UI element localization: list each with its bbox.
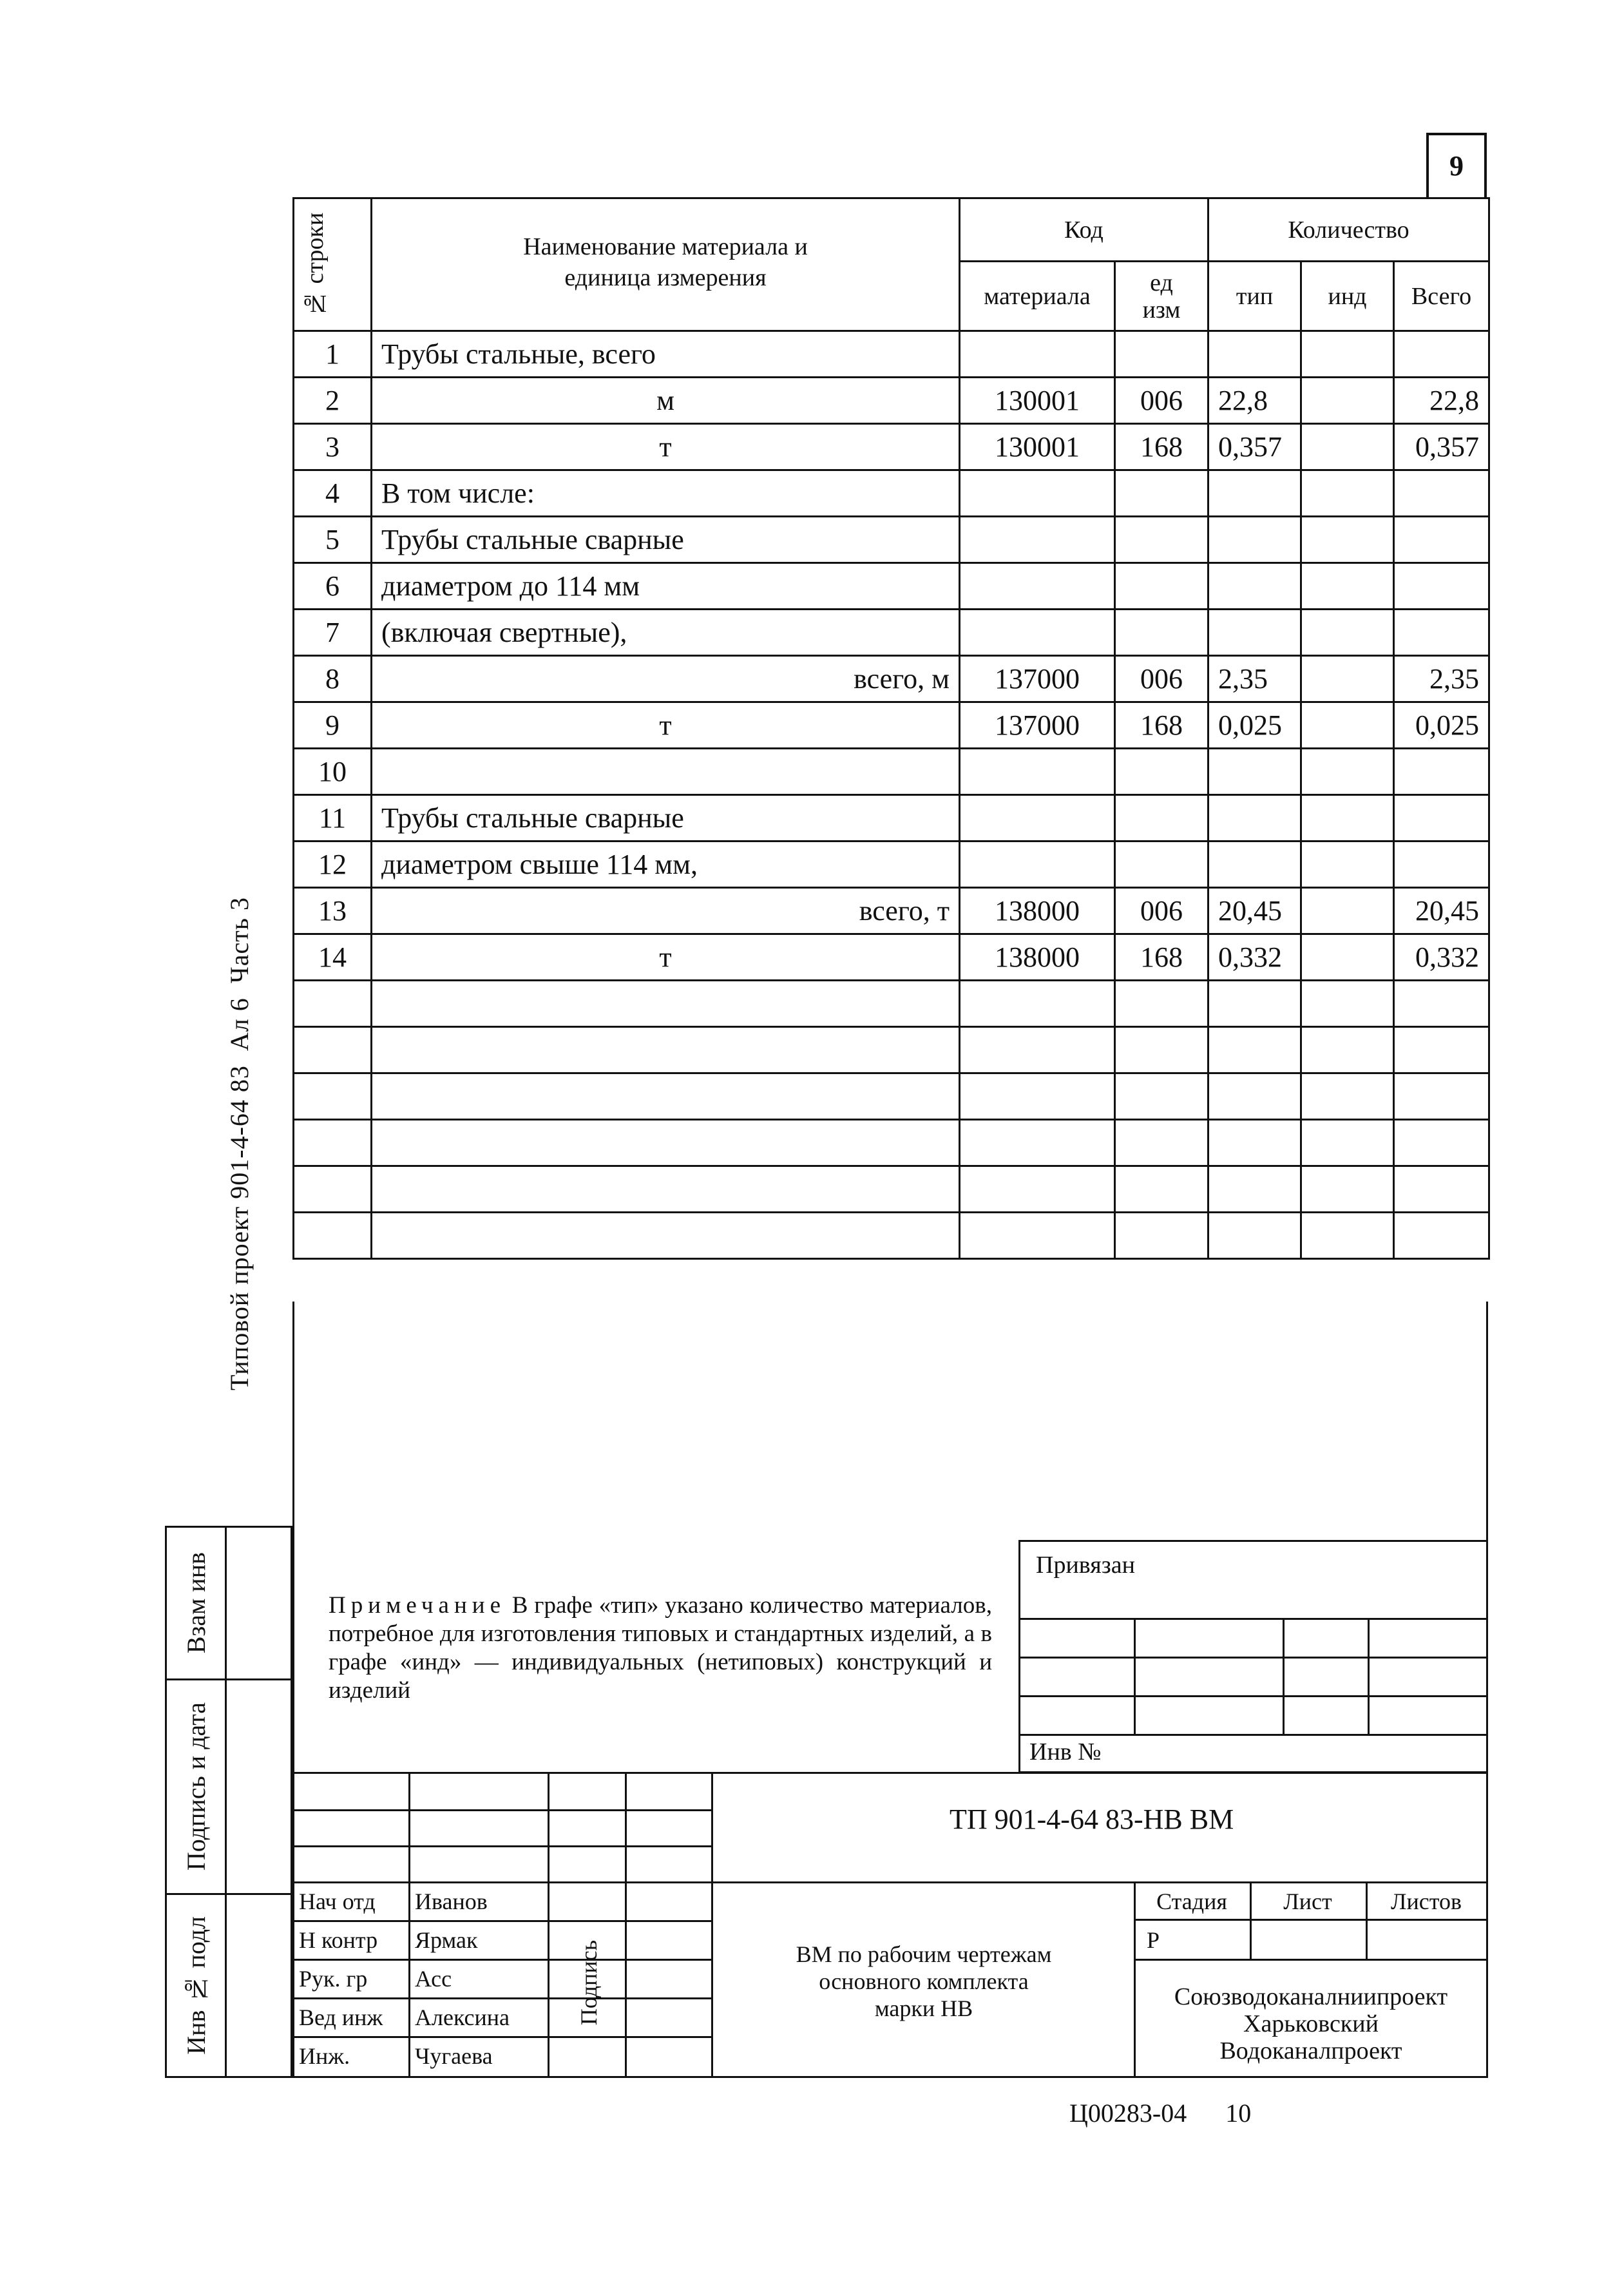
material-name	[372, 1120, 960, 1166]
left-stamp	[165, 1526, 292, 2078]
stamp-role: Вед инж	[299, 2005, 383, 2030]
qty-type	[1208, 1166, 1301, 1213]
unit-code: 006	[1115, 656, 1208, 702]
qty-total	[1394, 749, 1489, 795]
organization: Союзводоканалниипроект Харьковский Водоканалпроект	[1174, 1983, 1448, 2064]
row-number	[294, 1166, 372, 1213]
qty-total	[1394, 517, 1489, 563]
side-title-part: Часть 3	[225, 896, 254, 984]
qty-total	[1394, 981, 1489, 1027]
row-number: 6	[294, 563, 372, 610]
table-row	[294, 424, 1489, 470]
qty-type	[1208, 1120, 1301, 1166]
unit-code: 006	[1115, 378, 1208, 424]
table-row	[294, 934, 1489, 981]
table-row	[294, 795, 1489, 841]
qty-total	[1394, 610, 1489, 656]
stamp-person-name: Иванов	[415, 1889, 488, 1914]
material-name: всего, т	[372, 888, 960, 934]
unit-code	[1115, 795, 1208, 841]
qty-type	[1208, 1027, 1301, 1073]
table-row	[294, 517, 1489, 563]
document-designation: ТП 901-4-64 83-НВ ВМ	[950, 1803, 1234, 1835]
table-row	[294, 981, 1489, 1027]
side-title	[214, 805, 265, 1482]
qty-total	[1394, 1120, 1489, 1166]
qty-total: 0,025	[1394, 702, 1489, 749]
document-title: ВМ по рабочим чертежам основного комплекта марки НВ	[796, 1941, 1052, 2021]
qty-ind	[1301, 841, 1394, 888]
side-title-album: Ал 6	[225, 997, 254, 1052]
unit-code	[1115, 563, 1208, 610]
qty-ind	[1301, 1120, 1394, 1166]
material-code	[960, 749, 1115, 795]
unit-code	[1115, 1027, 1208, 1073]
binding-inv-label: Инв №	[1029, 1738, 1102, 1765]
qty-ind	[1301, 331, 1394, 378]
material-code: 138000	[960, 934, 1115, 981]
material-code	[960, 470, 1115, 517]
material-code	[960, 1120, 1115, 1166]
table-row	[294, 702, 1489, 749]
qty-type	[1208, 1073, 1301, 1120]
qty-ind	[1301, 1166, 1394, 1213]
row-number: 1	[294, 331, 372, 378]
material-code	[960, 1213, 1115, 1259]
qty-ind	[1301, 888, 1394, 934]
qty-ind	[1301, 470, 1394, 517]
row-number: 10	[294, 749, 372, 795]
row-number	[294, 1073, 372, 1120]
qty-ind	[1301, 517, 1394, 563]
material-code: 137000	[960, 656, 1115, 702]
qty-ind	[1301, 610, 1394, 656]
qty-type	[1208, 981, 1301, 1027]
qty-total	[1394, 470, 1489, 517]
qty-total	[1394, 1213, 1489, 1259]
qty-ind	[1301, 1213, 1394, 1259]
material-code	[960, 1027, 1115, 1073]
table-row	[294, 1073, 1489, 1120]
table-row	[294, 1027, 1489, 1073]
qty-ind	[1301, 749, 1394, 795]
sheets-label: Листов	[1391, 1889, 1462, 1914]
unit-code	[1115, 610, 1208, 656]
qty-total: 20,45	[1394, 888, 1489, 934]
unit-code: 168	[1115, 424, 1208, 470]
qty-ind	[1301, 378, 1394, 424]
material-name	[372, 981, 960, 1027]
qty-type	[1208, 331, 1301, 378]
qty-ind	[1301, 702, 1394, 749]
qty-type	[1208, 749, 1301, 795]
stamp-role: Инж.	[299, 2043, 350, 2069]
qty-ind	[1301, 424, 1394, 470]
stage-label: Стадия	[1156, 1889, 1227, 1914]
material-code	[960, 1073, 1115, 1120]
table-row	[294, 563, 1489, 610]
qty-type: 0,357	[1208, 424, 1301, 470]
qty-total	[1394, 331, 1489, 378]
qty-ind	[1301, 656, 1394, 702]
material-name: диаметром до 114 мм	[372, 563, 960, 610]
footer-page: 10	[1225, 2099, 1252, 2128]
material-name: Трубы стальные сварные	[372, 795, 960, 841]
qty-total: 2,35	[1394, 656, 1489, 702]
qty-total	[1394, 1166, 1489, 1213]
table-row	[294, 331, 1489, 378]
material-name: т	[372, 702, 960, 749]
material-name: Трубы стальные, всего	[372, 331, 960, 378]
qty-type	[1208, 517, 1301, 563]
stage-value: Р	[1147, 1927, 1160, 1953]
unit-code	[1115, 1073, 1208, 1120]
qty-total	[1394, 1027, 1489, 1073]
unit-code: 168	[1115, 934, 1208, 981]
qty-ind	[1301, 1073, 1394, 1120]
row-number: 11	[294, 795, 372, 841]
qty-total	[1394, 795, 1489, 841]
qty-ind	[1301, 563, 1394, 610]
row-number: 5	[294, 517, 372, 563]
material-code: 130001	[960, 424, 1115, 470]
row-number: 13	[294, 888, 372, 934]
table-row	[294, 888, 1489, 934]
material-name: м	[372, 378, 960, 424]
material-code	[960, 563, 1115, 610]
left-stamp-sign-date: Подпись и дата	[181, 1702, 211, 1871]
binding-label: Привязан	[1036, 1552, 1135, 1579]
qty-total: 22,8	[1394, 378, 1489, 424]
qty-type	[1208, 563, 1301, 610]
material-name: диаметром свыше 114 мм,	[372, 841, 960, 888]
row-number: 2	[294, 378, 372, 424]
header-material-name: Наименование материала и единица измерения	[372, 198, 960, 331]
qty-ind	[1301, 795, 1394, 841]
material-name: Трубы стальные сварные	[372, 517, 960, 563]
material-code	[960, 841, 1115, 888]
unit-code	[1115, 1120, 1208, 1166]
materials-table	[292, 197, 1490, 1260]
row-number: 14	[294, 934, 372, 981]
row-number: 12	[294, 841, 372, 888]
material-code	[960, 795, 1115, 841]
row-number: 9	[294, 702, 372, 749]
unit-code	[1115, 841, 1208, 888]
header-quantity: Количество	[1208, 198, 1489, 262]
material-name: т	[372, 934, 960, 981]
header-code-unit: ед изм	[1115, 262, 1208, 331]
stamp-person-name: Асс	[415, 1966, 452, 1992]
row-number	[294, 1213, 372, 1259]
header-qty-type: тип	[1208, 262, 1301, 331]
material-code	[960, 331, 1115, 378]
unit-code	[1115, 470, 1208, 517]
unit-code	[1115, 331, 1208, 378]
stamp-person-name: Ярмак	[415, 1927, 478, 1953]
material-name	[372, 1213, 960, 1259]
qty-type: 0,025	[1208, 702, 1301, 749]
material-name	[372, 1073, 960, 1120]
material-name: (включая свертные),	[372, 610, 960, 656]
material-name	[372, 749, 960, 795]
qty-type	[1208, 841, 1301, 888]
table-row	[294, 841, 1489, 888]
qty-ind	[1301, 1027, 1394, 1073]
note-text: В графе «тип» указано количество материалов, потребное для изготовления типовых и стандартных изделий, а в графе «инд» — индивидуальных (нетиповых) конструкций и изделий	[329, 1592, 992, 1704]
binding-block	[1018, 1540, 1488, 1773]
material-name: В том числе:	[372, 470, 960, 517]
qty-ind	[1301, 934, 1394, 981]
stamp-role: Н контр	[299, 1927, 378, 1953]
qty-ind	[1301, 981, 1394, 1027]
stamp-role: Нач отд	[299, 1889, 376, 1914]
material-name	[372, 1166, 960, 1213]
note	[329, 1591, 992, 1705]
row-number	[294, 1027, 372, 1073]
sheet-label: Лист	[1283, 1889, 1332, 1914]
qty-type	[1208, 1213, 1301, 1259]
unit-code	[1115, 1166, 1208, 1213]
table-row	[294, 378, 1489, 424]
header-code-material: материала	[960, 262, 1115, 331]
qty-type: 0,332	[1208, 934, 1301, 981]
qty-type: 22,8	[1208, 378, 1301, 424]
material-name: всего, м	[372, 656, 960, 702]
material-code	[960, 517, 1115, 563]
unit-code	[1115, 1213, 1208, 1259]
row-number: 8	[294, 656, 372, 702]
qty-total: 0,357	[1394, 424, 1489, 470]
row-number: 7	[294, 610, 372, 656]
material-code: 130001	[960, 378, 1115, 424]
unit-code	[1115, 749, 1208, 795]
unit-code	[1115, 981, 1208, 1027]
row-number	[294, 1120, 372, 1166]
qty-total	[1394, 841, 1489, 888]
material-code	[960, 1166, 1115, 1213]
sheet-number: 9	[1426, 133, 1487, 197]
table-row	[294, 656, 1489, 702]
qty-type	[1208, 795, 1301, 841]
left-stamp-inv-orig: Инв № подл	[181, 1916, 211, 2055]
table-row	[294, 1213, 1489, 1259]
table-row	[294, 610, 1489, 656]
header-qty-total: Всего	[1394, 262, 1489, 331]
qty-total	[1394, 1073, 1489, 1120]
qty-total	[1394, 563, 1489, 610]
material-name	[372, 1027, 960, 1073]
stamp-person-name: Чугаева	[415, 2043, 493, 2069]
footer-code: Ц00283-04	[1069, 2099, 1187, 2128]
left-stamp-vzam: Взам инв	[181, 1552, 211, 1654]
qty-type	[1208, 610, 1301, 656]
qty-type: 2,35	[1208, 656, 1301, 702]
material-code: 137000	[960, 702, 1115, 749]
qty-type	[1208, 470, 1301, 517]
material-code	[960, 610, 1115, 656]
table-row	[294, 1120, 1489, 1166]
note-lead: Примечание	[329, 1592, 506, 1619]
header-qty-ind: инд	[1301, 262, 1394, 331]
unit-code	[1115, 517, 1208, 563]
header-row-number: № строки	[294, 198, 372, 331]
signature-label: Подпись	[576, 1939, 602, 2026]
qty-type: 20,45	[1208, 888, 1301, 934]
material-code	[960, 981, 1115, 1027]
header-code: Код	[960, 198, 1208, 262]
unit-code: 168	[1115, 702, 1208, 749]
row-number: 3	[294, 424, 372, 470]
unit-code: 006	[1115, 888, 1208, 934]
row-number: 4	[294, 470, 372, 517]
stamp-person-name: Алексина	[415, 2005, 510, 2030]
title-block	[292, 1772, 1488, 2078]
side-title-project: Типовой проект 901-4-64 83	[225, 1065, 254, 1391]
table-row	[294, 1166, 1489, 1213]
stamp-role: Рук. гр	[299, 1966, 368, 1992]
material-code: 138000	[960, 888, 1115, 934]
table-row	[294, 749, 1489, 795]
qty-total: 0,332	[1394, 934, 1489, 981]
row-number	[294, 981, 372, 1027]
footer	[1069, 2098, 1251, 2128]
material-name: т	[372, 424, 960, 470]
table-row	[294, 470, 1489, 517]
